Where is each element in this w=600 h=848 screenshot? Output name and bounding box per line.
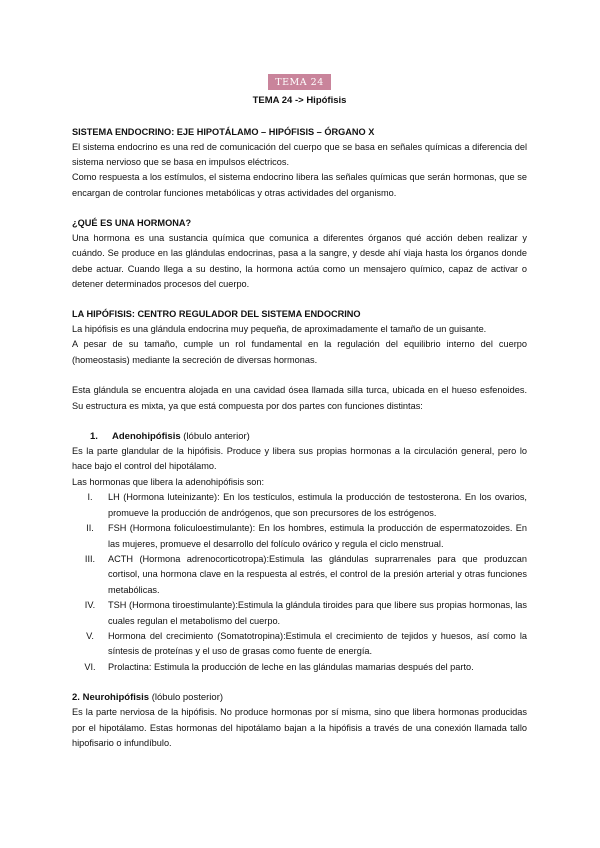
list-text: Hormona del crecimiento (Somatotropina):Estimula el crecimiento de tejidos y huesos, así como la síntesis de proteínas y el uso de grasas como fuente de energía. xyxy=(108,630,527,657)
paragraph: Una hormona es una sustancia química que comunica a diferentes órganos qué acción deben realizar y cuándo. Se produce en las glándulas endocrinas, pasa a la sangre, y desde ahí viaja hasta los órganos donde debe actuar. Cuando llega a su destino, la hormona actúa como un mensajero químico, capaz de activar o detener determinados procesos del cuerpo. xyxy=(72,232,527,290)
subsection-name: Adenohipófisis xyxy=(112,431,181,443)
section-heading: ¿QUÉ ES UNA HORMONA? xyxy=(72,218,192,229)
subsection-heading xyxy=(72,429,527,444)
list-item xyxy=(72,552,527,598)
paragraph: El sistema endocrino es una red de comunicación del cuerpo que se basa en señales químicas a diferencia del sistema nervioso que se basa en impulsos eléctricos. xyxy=(72,141,527,167)
paragraph: Esta glándula se encuentra alojada en una cavidad ósea llamada silla turca, ubicada en el hueso esfenoides. Su estructura es mixta, ya que está compuesta por dos partes con funciones distintas: xyxy=(72,385,527,411)
list-number: III. xyxy=(84,553,96,564)
subsection-heading xyxy=(72,690,527,705)
section-pituitary xyxy=(72,307,527,414)
topic-badge: TEMA 24 xyxy=(268,74,330,90)
list-number: I. xyxy=(87,492,93,503)
section-adenohypophysis xyxy=(72,429,527,675)
paragraph: Como respuesta a los estímulos, el sistema endocrino libera las señales químicas que serán hormonas, que se encargan de controlar funciones metabólicas y otras actividades del organismo. xyxy=(72,172,527,198)
paragraph: Es la parte nerviosa de la hipófisis. No produce hormonas por sí misma, sino que libera hormonas producidas por el hipotálamo. Estas hormonas del hipotálamo bajan a la hipófisis a través de una conexión llamada tallo hipofisario o infundíbulo. xyxy=(72,707,527,748)
section-heading: SISTEMA ENDOCRINO: EJE HIPOTÁLAMO – HIPÓFISIS – ÓRGANO X xyxy=(72,127,375,137)
list-text: TSH (Hormona tiroestimulante):Estimula la glándula tiroides para que libere sus propias hormonas, las cuales regulan el metabolismo del cuerpo. xyxy=(108,600,527,626)
section-endocrine-system xyxy=(72,125,527,201)
list-text: FSH (Hormona foliculoestimulante): En los hombres, estimula la producción de espermatozoides. En las mujeres, promueve el desarrollo del folículo ovárico y regula el ciclo menstrual. xyxy=(108,523,527,549)
paragraph: La hipófisis es una glándula endocrina muy pequeña, de aproximadamente el tamaño de un guisante. xyxy=(72,324,487,335)
document-title: TEMA 24 -> Hipófisis xyxy=(252,95,347,106)
subsection-subtitle: (lóbulo posterior) xyxy=(151,692,224,704)
paragraph: Es la parte glandular de la hipófisis. Produce y libera sus propias hormonas a la circulación general, pero lo hace bajo el control del hipotálamo. xyxy=(72,446,527,472)
section-neurohypophysis xyxy=(72,690,527,751)
list-number: VI. xyxy=(84,661,96,672)
list-item xyxy=(72,521,527,552)
list-text: LH (Hormona luteinizante): En los testículos, estimula la producción de testosterona. En los ovarios, promueve la producción de andrógenos, que son precursores de los estrógenos. xyxy=(108,492,527,518)
badge-container xyxy=(72,72,527,90)
list-number: V. xyxy=(86,630,94,641)
list-item xyxy=(72,660,527,675)
hormone-list xyxy=(72,490,527,675)
paragraph: A pesar de su tamaño, cumple un rol fundamental en la regulación del equilibrio interno del cuerpo (homeostasis) mediante la secreción de diversas hormonas. xyxy=(72,339,527,365)
list-number: II. xyxy=(86,523,94,534)
list-number: IV. xyxy=(84,600,96,611)
list-item xyxy=(72,629,527,660)
list-text: ACTH (Hormona adrenocorticotropa):Estimula las glándulas suprarrenales para que produzcan cortisol, una hormona clave en la respuesta al estrés, el control de la presión arterial y otras funciones metabólicas. xyxy=(108,553,527,595)
section-heading: LA HIPÓFISIS: CENTRO REGULADOR DEL SISTEMA ENDOCRINO xyxy=(72,309,361,320)
list-item xyxy=(72,490,527,521)
subsection-number: 1. xyxy=(90,431,98,443)
paragraph: Las hormonas que libera la adenohipófisis son: xyxy=(72,476,265,487)
subsection-name: Neurohipófisis xyxy=(82,692,150,704)
section-what-is-hormone xyxy=(72,216,527,292)
list-text: Prolactina: Estimula la producción de leche en las glándulas mamarias después del parto. xyxy=(108,661,474,672)
list-item xyxy=(72,598,527,629)
document-page xyxy=(72,72,527,751)
subsection-subtitle: (lóbulo anterior) xyxy=(183,431,250,443)
subsection-number: 2. xyxy=(72,692,80,704)
